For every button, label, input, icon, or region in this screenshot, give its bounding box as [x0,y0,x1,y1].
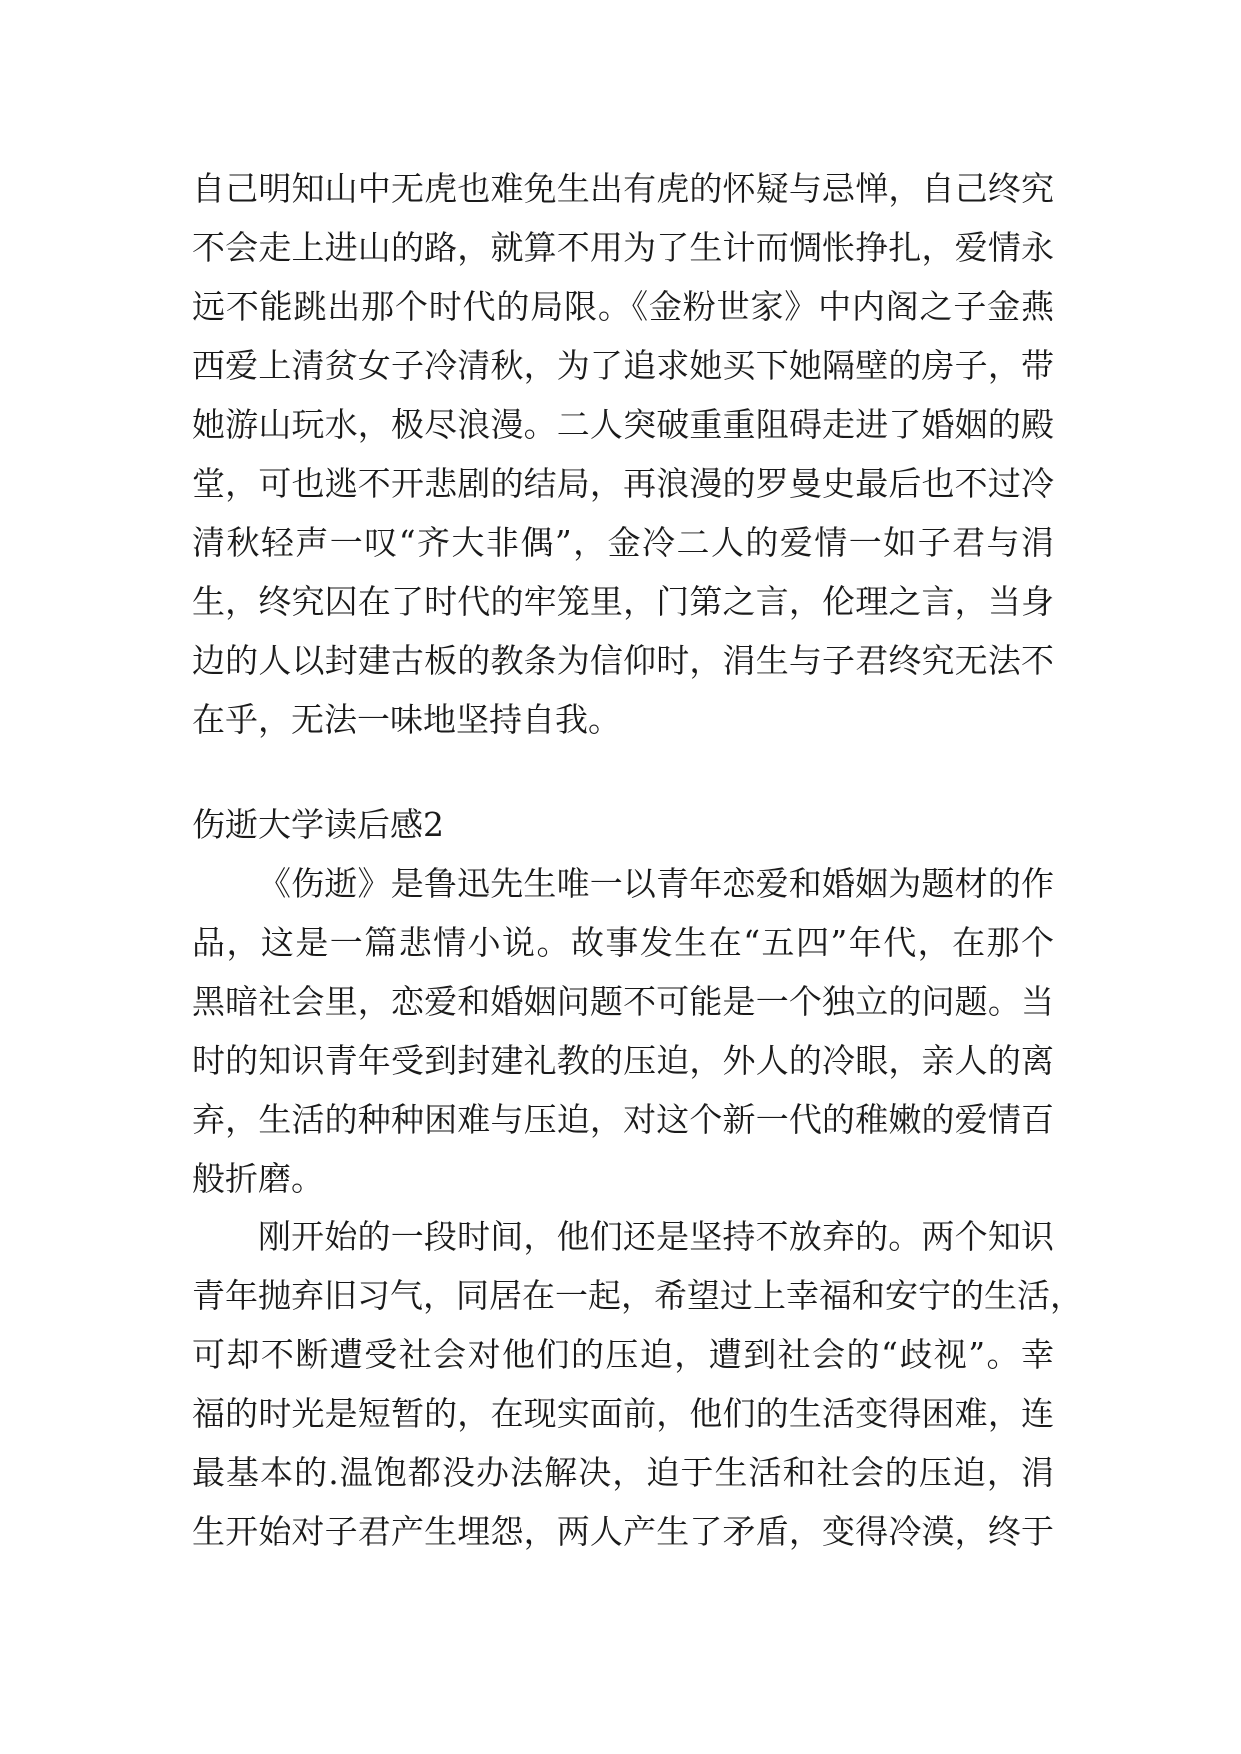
paragraph-line: 她游山玩水，极尽浪漫。二人突破重重阻碍走进了婚姻的殿 [192,405,1054,444]
paragraph-line: 时的知识青年受到封建礼教的压迫，外人的冷眼，亲人的离 [192,1041,1054,1080]
paragraph-line: 可却不断遭受社会对他们的压迫，遭到社会的“歧视”。幸 [192,1335,1054,1374]
paragraph-line: 弃，生活的种种困难与压迫，对这个新一代的稚嫩的爱情百 [192,1100,1054,1139]
paragraph-line: 生，终究囚在了时代的牢笼里，门第之言，伦理之言，当身 [192,582,1054,621]
paragraph-line: 品，这是一篇悲情小说。故事发生在“五四”年代，在那个 [192,923,1054,962]
paragraph-line: 最基本的.温饱都没办法解决，迫于生活和社会的压迫，涓 [192,1453,1054,1492]
paragraph-line: 刚开始的一段时间，他们还是坚持不放弃的。两个知识 [258,1217,1054,1256]
paragraph-line: 堂，可也逃不开悲剧的结局，再浪漫的罗曼史最后也不过冷 [192,464,1054,503]
paragraph-line: 般折磨。 [192,1159,324,1198]
paragraph-line: 青年抛弃旧习气，同居在一起，希望过上幸福和安宁的生活， [192,1276,1083,1315]
paragraph-line: 不会走上进山的路，就算不用为了生计而惆怅挣扎，爱情永 [192,228,1054,267]
paragraph-line: 在乎，无法一味地坚持自我。 [192,700,621,739]
paragraph-line: 远不能跳出那个时代的局限。《金粉世家》中内阁之子金燕 [192,287,1054,326]
section-heading-text: 伤逝大学读后感2 [192,805,444,844]
paragraph-line: 《伤逝》是鲁迅先生唯一以青年恋爱和婚姻为题材的作 [258,864,1054,903]
paragraph-line: 清秋轻声一叹“齐大非偶”，金冷二人的爱情一如子君与涓 [192,523,1054,562]
paragraph-body [192,1207,1083,1561]
section-heading [192,795,1054,854]
paragraph-line: 边的人以封建古板的教条为信仰时，涓生与子君终究无法不 [192,641,1054,680]
paragraph-intro [192,854,1054,1208]
paragraph-line: 黑暗社会里，恋爱和婚姻问题不可能是一个独立的问题。当 [192,982,1054,1021]
paragraph-line: 自己明知山中无虎也难免生出有虎的怀疑与忌惮，自己终究 [192,169,1054,208]
paragraph-line: 福的时光是短暂的，在现实面前，他们的生活变得困难，连 [192,1394,1054,1433]
paragraph-line: 生开始对子君产生埋怨，两人产生了矛盾，变得冷漠，终于 [192,1512,1054,1551]
paragraph-continued [192,159,1054,749]
paragraph-line: 西爱上清贫女子冷清秋，为了追求她买下她隔壁的房子，带 [192,346,1054,385]
